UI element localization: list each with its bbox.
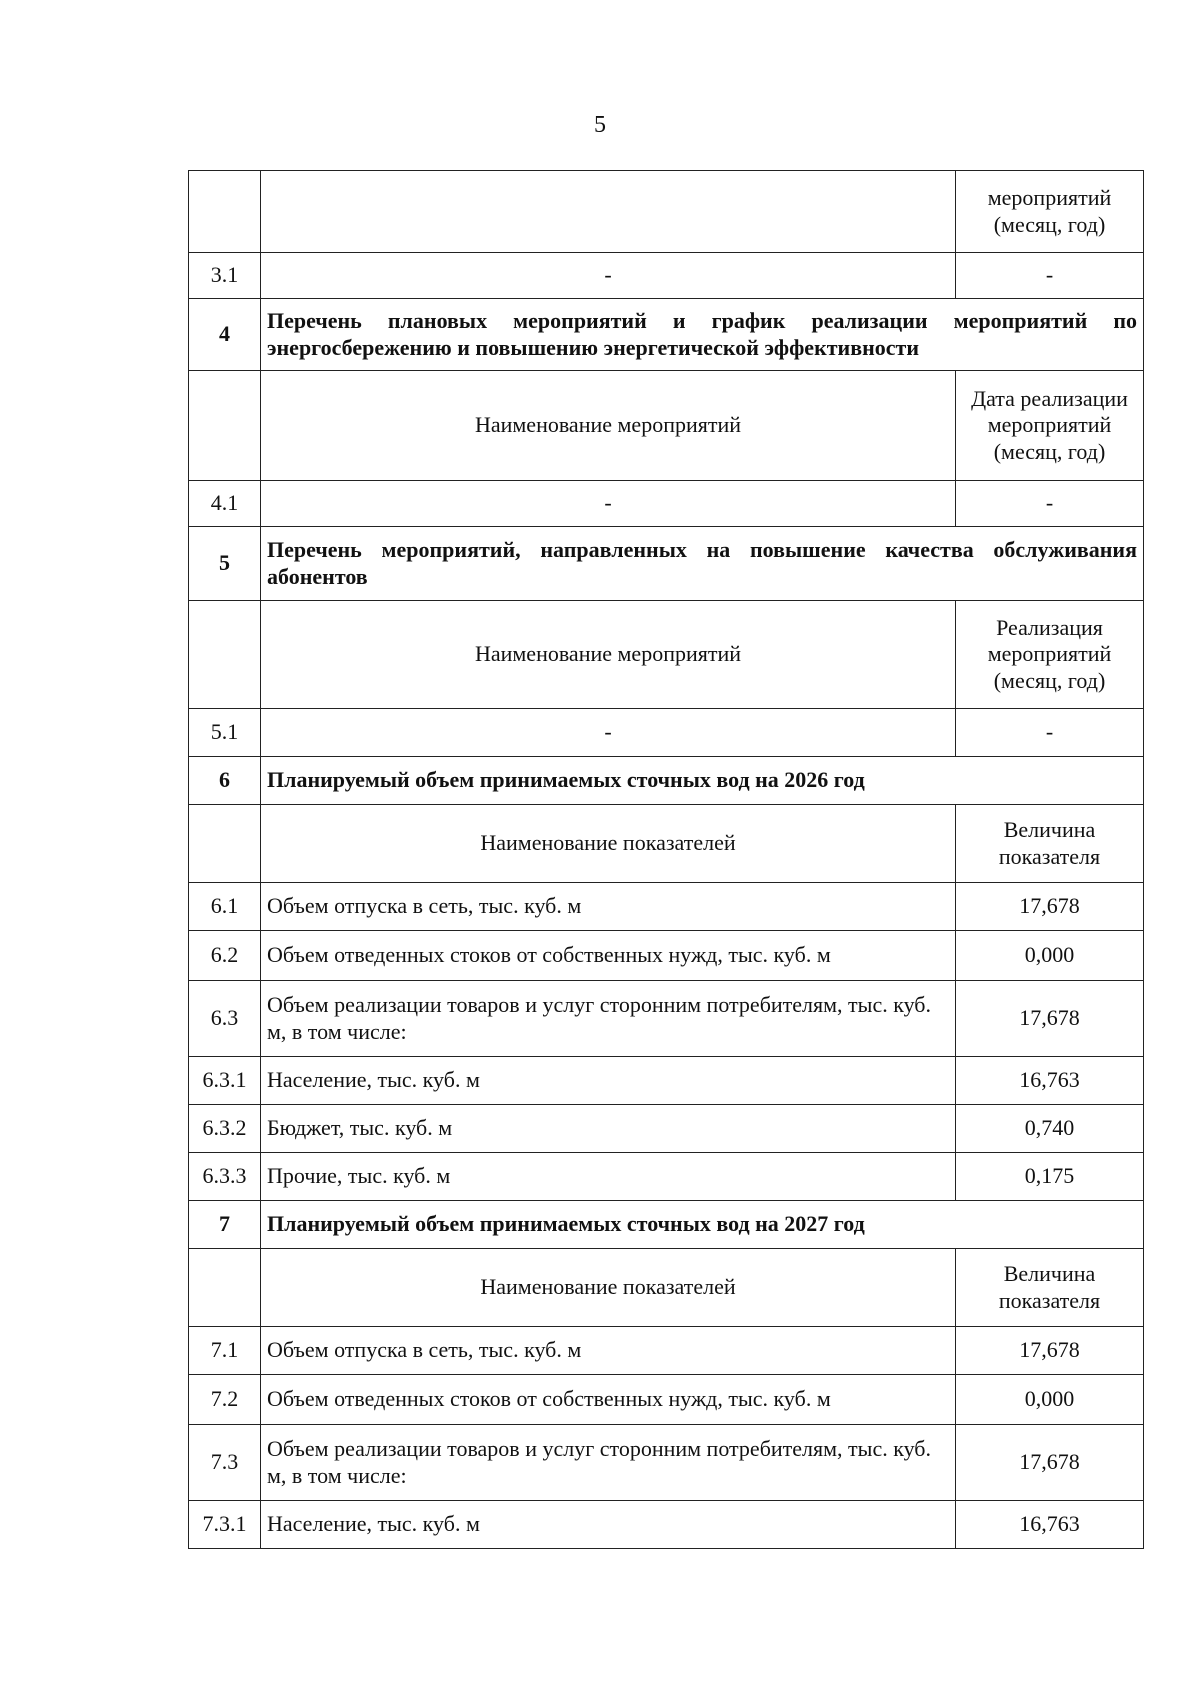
- row-name: Бюджет, тыс. куб. м: [261, 1105, 956, 1153]
- row-value: 0,000: [956, 931, 1144, 981]
- col-header-value: Реализация мероприятий (месяц, год): [956, 601, 1144, 709]
- row-name: Объем отведенных стоков от собственных нужд, тыс. куб. м: [261, 1375, 956, 1425]
- row-name: -: [261, 709, 956, 757]
- row-name: Объем реализации товаров и услуг сторонним потребителям, тыс. куб. м, в том числе:: [261, 1425, 956, 1501]
- table-row: [189, 1327, 1144, 1375]
- section-number: 4: [189, 299, 261, 371]
- row-value: 17,678: [956, 981, 1144, 1057]
- section-title: Планируемый объем принимаемых сточных вод на 2027 год: [261, 1201, 1144, 1249]
- col-header-name: Наименование показателей: [261, 1249, 956, 1327]
- row-number: 6.3.2: [189, 1105, 261, 1153]
- row-name: Объем отпуска в сеть, тыс. куб. м: [261, 883, 956, 931]
- column-header-row: [189, 371, 1144, 481]
- column-header-row: [189, 1249, 1144, 1327]
- column-header-row: [189, 805, 1144, 883]
- row-name: Прочие, тыс. куб. м: [261, 1153, 956, 1201]
- section-row: [189, 1201, 1144, 1249]
- table-row: [189, 171, 1144, 253]
- row-name: -: [261, 253, 956, 299]
- page-number: 5: [594, 112, 606, 138]
- table-row: [189, 883, 1144, 931]
- row-value: 16,763: [956, 1501, 1144, 1549]
- row-number: 7.3: [189, 1425, 261, 1501]
- section-title: Планируемый объем принимаемых сточных вод на 2026 год: [261, 757, 1144, 805]
- col-header-name: Наименование показателей: [261, 805, 956, 883]
- cell-num: [189, 805, 261, 883]
- col-header-name: Наименование мероприятий: [261, 601, 956, 709]
- row-number: 7.3.1: [189, 1501, 261, 1549]
- col-header-value: Дата реализации мероприятий (месяц, год): [956, 371, 1144, 481]
- cell-num: [189, 371, 261, 481]
- row-number: 6.2: [189, 931, 261, 981]
- cell-num: [189, 171, 261, 253]
- table-row: [189, 481, 1144, 527]
- row-name: Объем реализации товаров и услуг сторонним потребителям, тыс. куб. м, в том числе:: [261, 981, 956, 1057]
- section-number: 5: [189, 527, 261, 601]
- section-row: [189, 527, 1144, 601]
- row-number: 3.1: [189, 253, 261, 299]
- row-name: Население, тыс. куб. м: [261, 1501, 956, 1549]
- row-name: -: [261, 481, 956, 527]
- section-number: 7: [189, 1201, 261, 1249]
- row-number: 6.3.3: [189, 1153, 261, 1201]
- row-value: 17,678: [956, 883, 1144, 931]
- col-header-value: Величина показателя: [956, 1249, 1144, 1327]
- table-row: [189, 253, 1144, 299]
- row-number: 7.2: [189, 1375, 261, 1425]
- row-name: Объем отведенных стоков от собственных нужд, тыс. куб. м: [261, 931, 956, 981]
- row-value: 0,740: [956, 1105, 1144, 1153]
- table-row: [189, 981, 1144, 1057]
- row-value: -: [956, 709, 1144, 757]
- row-number: 6.3: [189, 981, 261, 1057]
- table-row: [189, 1057, 1144, 1105]
- row-value: 0,000: [956, 1375, 1144, 1425]
- table-row: [189, 1105, 1144, 1153]
- section-row: [189, 299, 1144, 371]
- section-title: Перечень плановых мероприятий и график реализации мероприятий по энергосбережению и повышению энергетической эффективности: [261, 299, 1144, 371]
- col-header-date: мероприятий (месяц, год): [956, 171, 1144, 253]
- row-value: -: [956, 481, 1144, 527]
- section-row: [189, 757, 1144, 805]
- table-row: [189, 1425, 1144, 1501]
- row-number: 4.1: [189, 481, 261, 527]
- row-name: Население, тыс. куб. м: [261, 1057, 956, 1105]
- table-row: [189, 931, 1144, 981]
- row-value: 17,678: [956, 1425, 1144, 1501]
- section-number: 6: [189, 757, 261, 805]
- col-header-value: Величина показателя: [956, 805, 1144, 883]
- row-number: 6.1: [189, 883, 261, 931]
- column-header-row: [189, 601, 1144, 709]
- cell-name: [261, 171, 956, 253]
- table-row: [189, 1501, 1144, 1549]
- row-value: 17,678: [956, 1327, 1144, 1375]
- section-title: Перечень мероприятий, направленных на повышение качества обслуживания абонентов: [261, 527, 1144, 601]
- col-header-name: Наименование мероприятий: [261, 371, 956, 481]
- row-number: 7.1: [189, 1327, 261, 1375]
- row-name: Объем отпуска в сеть, тыс. куб. м: [261, 1327, 956, 1375]
- cell-num: [189, 601, 261, 709]
- row-number: 5.1: [189, 709, 261, 757]
- cell-num: [189, 1249, 261, 1327]
- row-value: -: [956, 253, 1144, 299]
- table-row: [189, 709, 1144, 757]
- row-value: 0,175: [956, 1153, 1144, 1201]
- row-value: 16,763: [956, 1057, 1144, 1105]
- plan-table: [188, 170, 1144, 1549]
- table-row: [189, 1153, 1144, 1201]
- table-row: [189, 1375, 1144, 1425]
- row-number: 6.3.1: [189, 1057, 261, 1105]
